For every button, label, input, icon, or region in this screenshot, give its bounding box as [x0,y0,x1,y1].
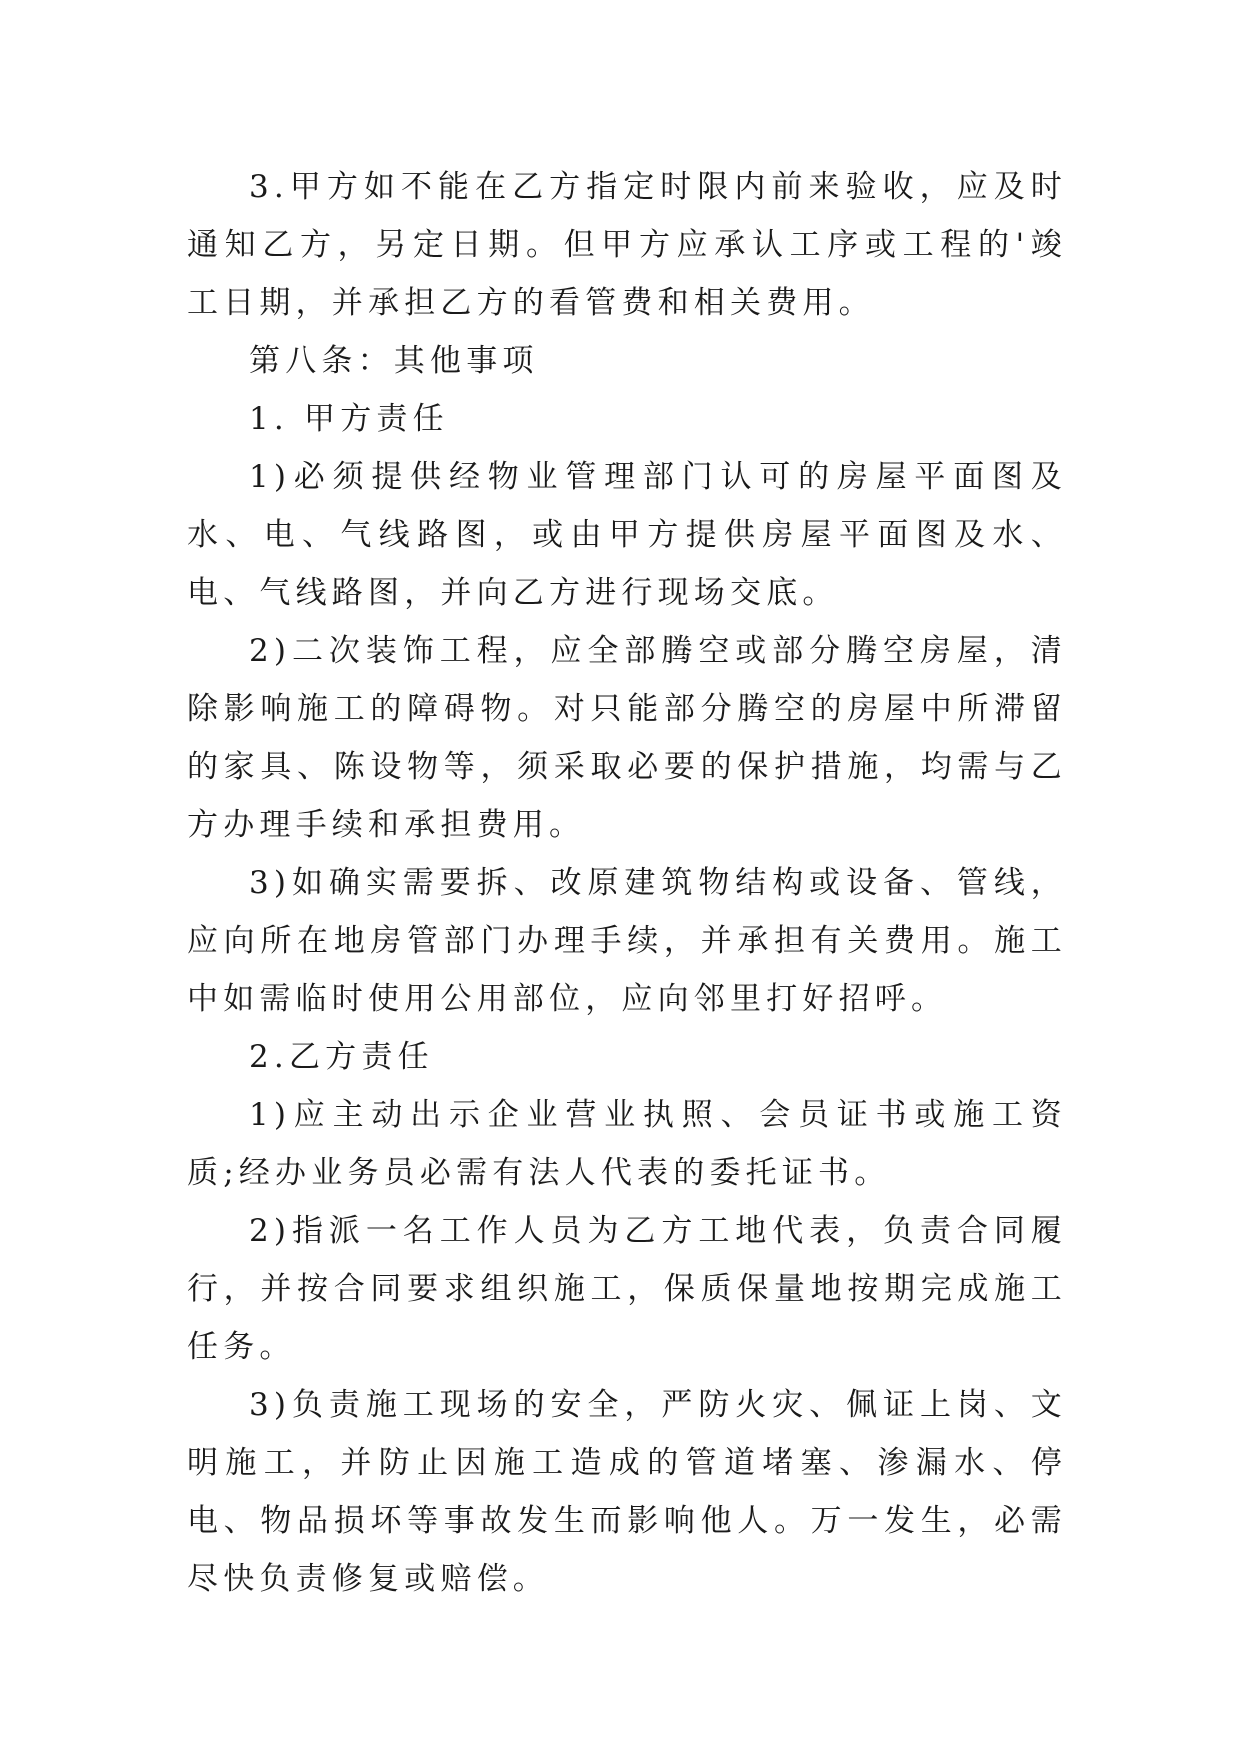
party-b-item-1: 1)应主动出示企业营业执照、会员证书或施工资质;经办业务员必需有法人代表的委托证书。 [187,1097,1067,1191]
party-a-item-1: 1)必须提供经物业管理部门认可的房屋平面图及水、电、气线路图，或由甲方提供房屋平面图及水、电、气线路图，并向乙方进行现场交底。 [187,459,1067,611]
paragraph-acceptance-notice: 3.甲方如不能在乙方指定时限内前来验收，应及时通知乙方，另定日期。但甲方应承认工序或工程的'竣工日期，并承担乙方的看管费和相关费用。 [187,169,1067,321]
party-b-item-2: 2)指派一名工作人员为乙方工地代表，负责合同履行，并按合同要求组织施工，保质保量地按期完成施工任务。 [187,1213,1067,1365]
party-a-item-2: 2)二次装饰工程，应全部腾空或部分腾空房屋，清除影响施工的障碍物。对只能部分腾空的房屋中所滞留的家具、陈设物等，须采取必要的保护措施，均需与乙方办理手续和承担费用。 [187,633,1067,843]
party-b-item-3: 3)负责施工现场的安全，严防火灾、佩证上岗、文明施工，并防止因施工造成的管道堵塞、渗漏水、停电、物品损坏等事故发生而影响他人。万一发生，必需尽快负责修复或赔偿。 [187,1387,1067,1597]
article-8-heading: 第八条：其他事项 [249,343,539,379]
document-body [187,158,1067,1608]
party-a-responsibility-heading: 1. 甲方责任 [249,401,449,437]
party-b-responsibility-heading: 2.乙方责任 [249,1039,434,1075]
party-a-item-3: 3)如确实需要拆、改原建筑物结构或设备、管线，应向所在地房管部门办理手续，并承担有关费用。施工中如需临时使用公用部位，应向邻里打好招呼。 [187,865,1067,1017]
